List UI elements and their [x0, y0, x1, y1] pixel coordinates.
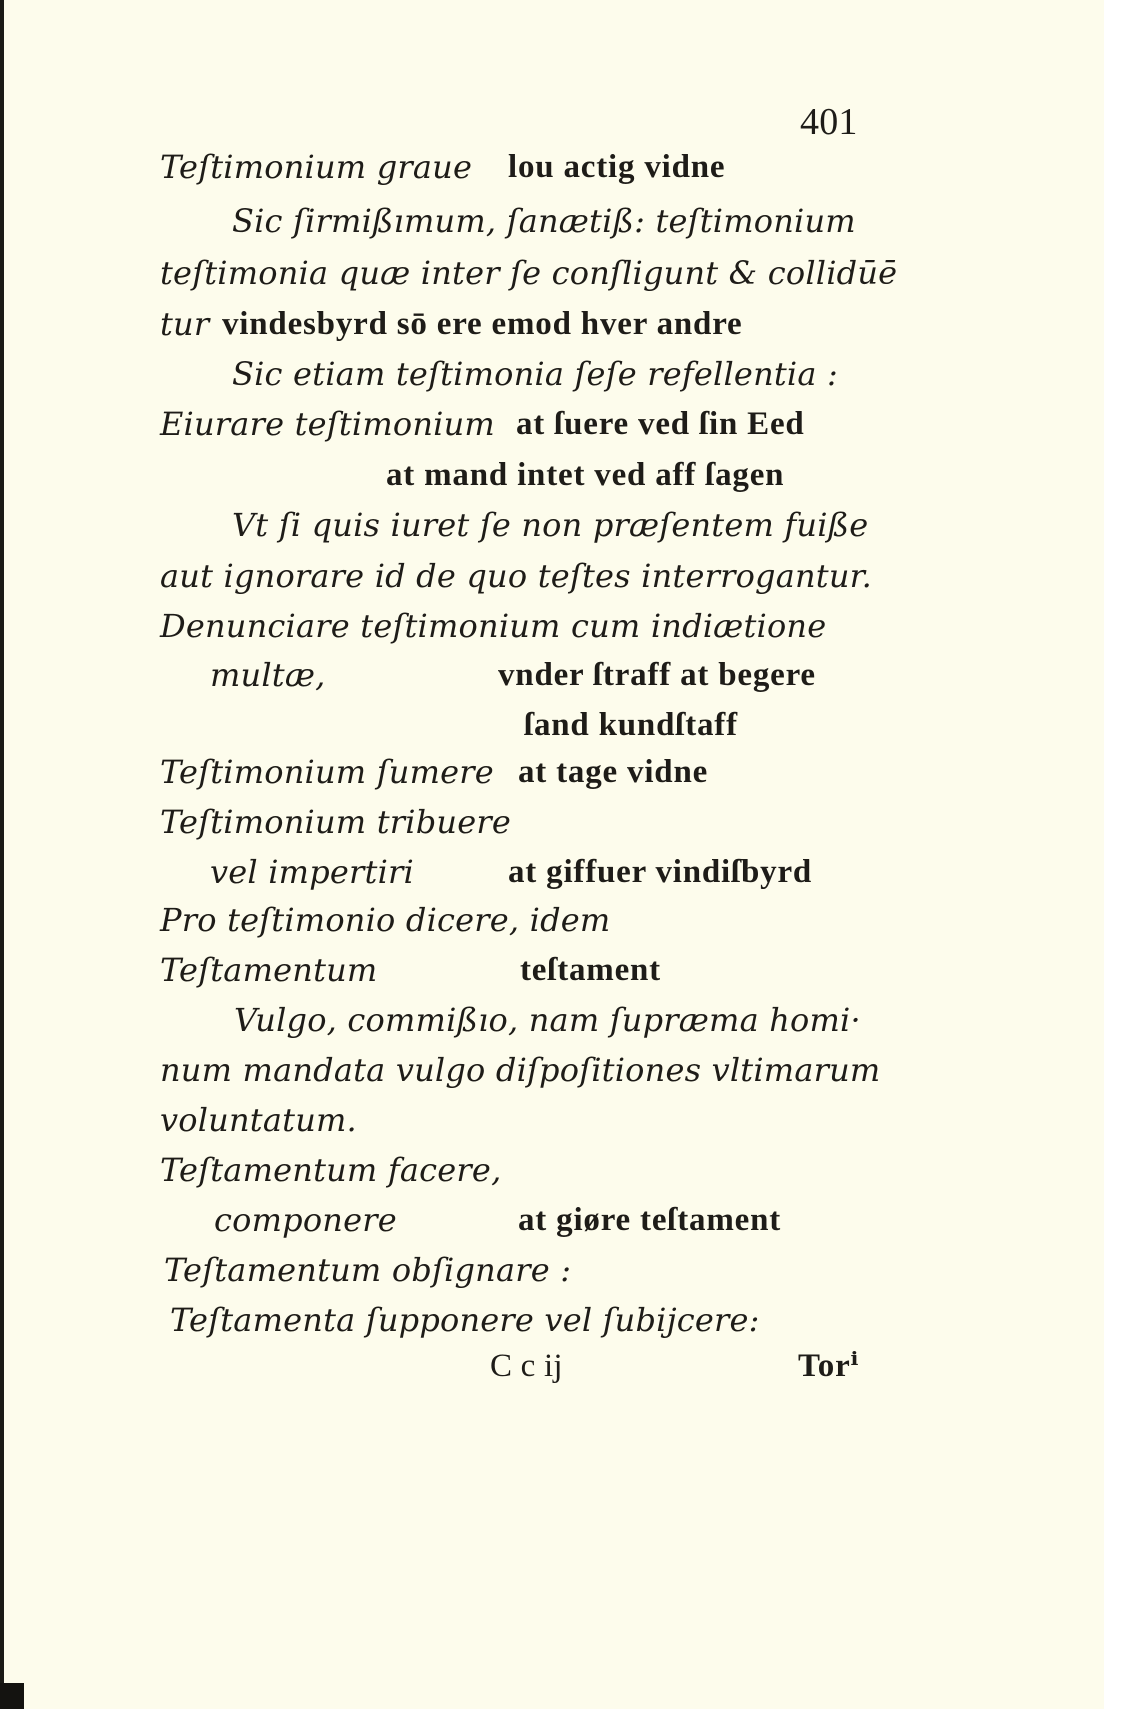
text-line-latin: Teſtimonium ſumere: [160, 753, 494, 791]
text-line-latin: Sic etiam teſtimonia ſeſe refellentia :: [232, 355, 839, 393]
text-line-latin: vel impertiri: [210, 853, 414, 891]
text-line-latin: Teſtamenta ſupponere vel ſubijcere:: [170, 1301, 760, 1339]
scan-bottom-corner: [0, 1683, 24, 1709]
text-line-danish: teſtament: [520, 952, 661, 988]
text-line-danish: lou actig vidne: [508, 149, 726, 185]
text-line-latin: Teſtamentum: [160, 951, 378, 989]
text-line-danish: vindesbyrd sō ere emod hver andre: [222, 306, 743, 342]
text-line-danish: at giffuer vindiſbyrd: [508, 854, 813, 890]
scan-left-edge: [0, 0, 4, 1709]
page-number: 401: [800, 101, 858, 143]
text-line-latin: Vulgo, commißıo, nam ſupræma homi·: [234, 1001, 861, 1039]
catchword: Torⁱ: [798, 1348, 860, 1384]
text-line-danish: at mand intet ved aff ſagen: [386, 457, 785, 493]
text-line-latin: Teſtamentum facere,: [160, 1151, 502, 1189]
text-line-danish: at tage vidne: [518, 754, 709, 790]
text-line-latin: Vt ſi quis iuret ſe non præſentem fuiße: [232, 506, 869, 544]
text-line-latin: num mandata vulgo diſpoſitiones vltimarum: [160, 1051, 881, 1089]
text-line-latin: voluntatum.: [160, 1101, 357, 1139]
text-line-latin: componere: [214, 1201, 397, 1239]
text-line-latin: tur: [160, 305, 210, 343]
signature-mark: C c ij: [490, 1348, 563, 1384]
text-line-danish: at ſuere ved ſin Eed: [516, 406, 805, 442]
text-line-latin: Teſtimonium graue: [160, 148, 473, 186]
text-line-latin: aut ignorare id de quo teſtes interrogantur.: [160, 557, 873, 595]
text-line-latin: Pro teſtimonio dicere, idem: [160, 901, 611, 939]
text-line-danish: vnder ſtraff at begere: [498, 657, 816, 693]
text-line-latin: Sic ſirmißımum, ſanætiß: teſtimonium: [232, 202, 856, 240]
text-line-latin: teſtimonia quæ inter ſe conſligunt & collidūē: [160, 254, 898, 292]
text-line-latin: Denunciare teſtimonium cum indiætione: [160, 607, 827, 645]
text-line-latin: Eiurare teſtimonium: [160, 405, 495, 443]
text-line-latin: Teſtamentum obſignare :: [164, 1251, 572, 1289]
text-line-danish: ſand kundſtaff: [524, 707, 738, 743]
text-line-latin: multæ,: [210, 656, 326, 694]
text-line-danish: at giøre teſtament: [518, 1202, 782, 1238]
text-line-latin: Teſtimonium tribuere: [160, 803, 511, 841]
